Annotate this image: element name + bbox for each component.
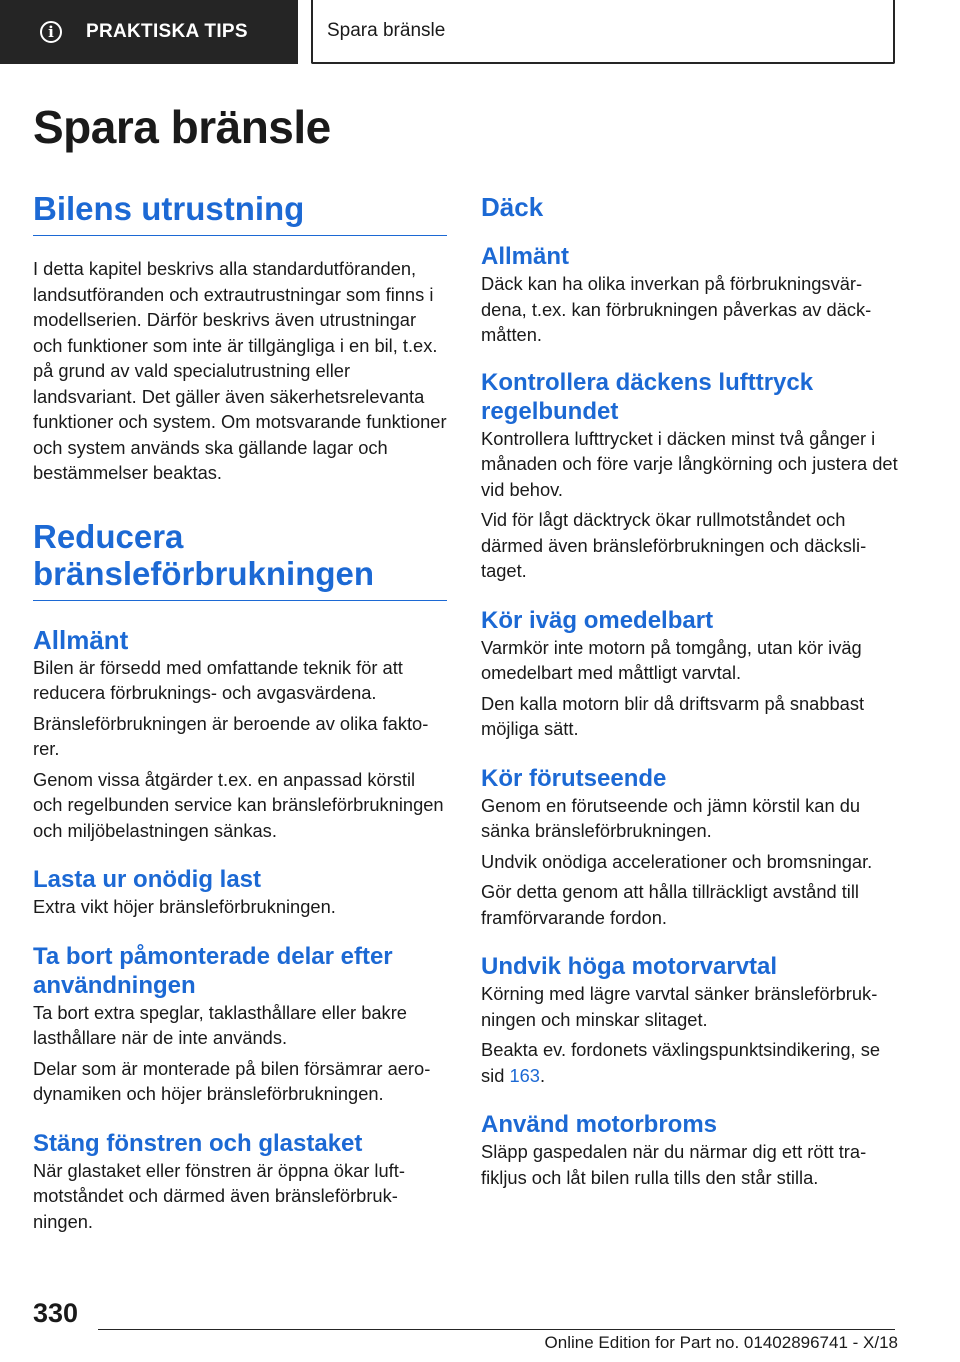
left-column xyxy=(33,190,447,1234)
heading-dack-allmant: Allmänt xyxy=(481,243,570,270)
heading-reducera-line1: Reducera xyxy=(33,517,184,555)
paragraph-text: . xyxy=(539,1064,546,1086)
paragraph: Varmkör inte motorn på tomgång, utan kör iväg omedelbart med måttligt varvtal. xyxy=(481,636,862,683)
paragraph: Genom vissa åtgärder t.ex. en anpassad körstil och regelbunden service kan bränsleförbrukningen och miljöbelastningen sänkas. xyxy=(33,768,444,841)
heading-reducera-line2: bränsleförbrukningen xyxy=(33,554,375,592)
paragraph: När glastaket eller fönstren är öppna ökar luftmotståndet och därmed även bränsleförbrukningen. xyxy=(33,1159,405,1232)
heading-dack: Däck xyxy=(481,192,544,222)
paragraph: Extra vikt höjer bränsleförbrukningen. xyxy=(33,896,336,917)
heading-tabort: Ta bort påmonterade delar efter användningen xyxy=(33,942,393,999)
heading-motorbroms: Använd motorbroms xyxy=(481,1111,718,1138)
page-title: Spara bränsle xyxy=(33,101,331,153)
header-tab-label: PRAKTISKA TIPS xyxy=(86,21,248,42)
right-column xyxy=(481,190,899,1190)
heading-undvik: Undvik höga motorvarvtal xyxy=(481,953,778,980)
heading-reducera xyxy=(33,518,447,601)
paragraph: I detta kapitel beskrivs alla standardutföranden, landsutföranden och extrautrustningar som finns i modellserien. Därför beskrivs även utrustningar och funktioner som inte är tillgängliga i en bil, t.ex. på grund av vald specialutrustning eller landsvariant. Det gäller även säkerhetsrelevanta funktioner och system. Om motsvarande funktioner och system används ska gällande lagar och bestämmelser beaktas. xyxy=(33,258,447,483)
paragraph: Gör detta genom att hålla tillräckligt avstånd till framförvarande fordon. xyxy=(481,881,859,928)
paragraph: Vid för lågt däcktryck ökar rullmotståndet och därmed även bränsleförbrukningen och däckslitaget. xyxy=(481,509,867,581)
paragraph: Släpp gaspedalen när du närmar dig ett rött trafikljus och låt bilen rulla tills den står stilla. xyxy=(481,1141,867,1188)
header-tab xyxy=(0,0,298,64)
heading-allmant: Allmänt xyxy=(33,624,129,655)
heading-kontrollera: Kontrollera däckens lufttryck regelbundet xyxy=(481,368,814,425)
paragraph xyxy=(481,1037,899,1088)
page-number: 330 xyxy=(33,1298,79,1328)
heading-kor: Kör iväg omedelbart xyxy=(481,606,714,634)
paragraph: Den kalla motorn blir då driftsvarm på snabbast möjliga sätt. xyxy=(481,692,865,739)
paragraph: Ta bort extra speglar, taklasthållare eller bakre lasthållare när de inte används. xyxy=(33,1001,407,1048)
footer-divider xyxy=(98,1329,895,1330)
paragraph: Däck kan ha olika inverkan på förbrukningsvärdena, t.ex. kan förbrukningen påverkas av däckmåtten. xyxy=(481,273,872,345)
paragraph: Kontrollera lufttrycket i däcken minst två gånger i månaden och före varje långkörning och justera det vid behov. xyxy=(481,427,898,500)
paragraph: Delar som är monterade på bilen försämrar aerodynamiken och höjer bränsleförbrukningen. xyxy=(33,1057,431,1104)
paragraph: Bilen är försedd med omfattande teknik för att reducera förbruknings- och avgasvärdena. xyxy=(33,656,403,703)
header-section-label: Spara bränsle xyxy=(311,0,895,64)
heading-stang: Stäng fönstren och glastaket xyxy=(33,1129,363,1157)
paragraph: Genom en förutseende och jämn körstil kan du sänka bränsleförbrukningen. xyxy=(481,794,861,841)
paragraph: Bränsleförbrukningen är beroende av olika faktorer. xyxy=(33,712,429,759)
paragraph-text: Beakta ev. fordonets växlingspunktsindikering, se sid xyxy=(481,1039,881,1086)
info-icon: i xyxy=(40,21,62,43)
footer-edition-text: Online Edition for Part no. 01402896741 - X/18 xyxy=(544,1333,898,1352)
heading-bilens-utrustning: Bilens utrustning xyxy=(33,190,447,236)
heading-lasta: Lasta ur onödig last xyxy=(33,866,262,893)
page-reference-link[interactable]: 163 xyxy=(509,1064,540,1086)
heading-forutseende: Kör förutseende xyxy=(481,764,667,792)
paragraph: Körning med lägre varvtal sänker bränsleförbrukningen och minskar slitaget. xyxy=(481,983,878,1030)
paragraph: Undvik onödiga accelerationer och bromsningar. xyxy=(481,850,873,872)
